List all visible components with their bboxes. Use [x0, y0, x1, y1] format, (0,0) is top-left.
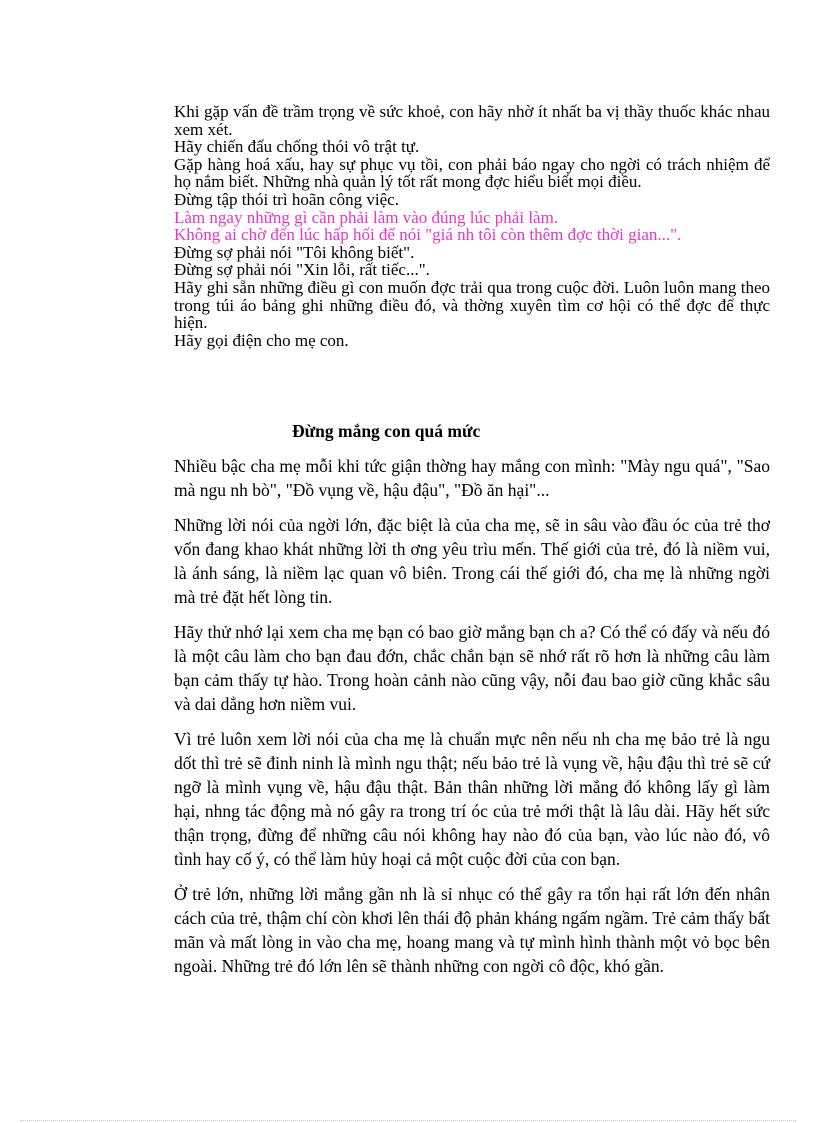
section-body — [174, 454, 770, 989]
paragraph-intro: Nhiều bậc cha mẹ mỗi khi tức giận thờng hay mắng con mình: "Mày ngu quá", "Sao mà ngu nh bò", "Đồ vụng về, hậu đậu", "Đồ ăn hại"... — [174, 456, 770, 500]
advice-line-life-list: Hãy ghi sẵn những điều gì con muốn đợc trải qua trong cuộc đời. Luôn luôn mang theo trong túi áo bảng ghi những điều đó, và thờng xuyên tìm cơ hội có thể đợc để thực hiện. — [174, 277, 770, 333]
advice-line-report-bad-service: Gặp hàng hoá xấu, hay sự phục vụ tồi, con phải báo ngay cho ngời có trách nhiệm để họ nắm biết. Những nhà quản lý tốt rất mong đợc hiểu biết mọi điều. — [174, 154, 770, 192]
section-title: Đừng mắng con quá mức — [292, 421, 481, 441]
advice-line-doctors: Khi gặp vấn đề trầm trọng về sức khoẻ, con hãy nhờ ít nhất ba vị thầy thuốc khác nhau xem xét. — [174, 102, 770, 139]
paragraph-child-world: Những lời nói của ngời lớn, đặc biệt là của cha mẹ, sẽ in sâu vào đầu óc của trẻ thơ vốn đang khao khát những lời th ơng yêu trìu mến. Thế giới của trẻ, đó là niềm vui, là ánh sáng, là niềm lạc quan vô biên. Trong cái thế giới đó, cha mẹ là những ngời mà trẻ đặt hết lòng tin. — [174, 515, 770, 607]
advice-line-no-regret: Không ai chờ đến lúc hấp hối để nói "giá nh tôi còn thêm đợc thời gian...". — [174, 225, 682, 245]
advice-list — [174, 103, 770, 349]
page-bottom-divider — [20, 1120, 796, 1121]
advice-line-disorder: Hãy chiến đấu chống thói vô trật tự. — [174, 137, 420, 157]
paragraph-standard: Vì trẻ luôn xem lời nói của cha mẹ là chuẩn mực nên nếu nh cha mẹ bảo trẻ là ngu dốt thì trẻ sẽ đinh ninh là mình ngu thật; nếu bảo trẻ là vụng về, hậu đậu thì trẻ sẽ cứ ngỡ là mình vụng về, hậu đậu thật. Bản thân những lời mắng đó không lấy gì làm hại, nhng tác động mà nó gây ra trong trí óc của trẻ mới thật là lâu dài. Hãy hết sức thận trọng, đừng để những câu nói không hay nào đó của bạn, vào lúc nào đó, vô tình hay cố ý, có thể làm hủy hoại cả một cuộc đời của con bạn. — [174, 729, 770, 869]
advice-line-dont-know: Đừng sợ phải nói "Tôi không biết". — [174, 242, 415, 262]
paragraph-older-children: Ở trẻ lớn, những lời mắng gần nh là sỉ nhục có thể gây ra tổn hại rất lớn đến nhân cách của trẻ, thậm chí còn khơi lên thái độ phản kháng ngấm ngầm. Trẻ cảm thấy bất mãn và mất lòng in vào cha mẹ, hoang mang và tự mình hình thành một vỏ bọc bên ngoài. Những trẻ đó lớn lên sẽ thành những con ngời cô độc, khó gần. — [174, 884, 770, 976]
advice-line-procrastination: Đừng tập thói trì hoãn công việc. — [174, 189, 399, 209]
advice-line-sorry: Đừng sợ phải nói "Xin lỗi, rất tiếc...". — [174, 260, 430, 280]
advice-line-act-now: Làm ngay những gì cần phải làm vào đúng lúc phải làm. — [174, 207, 559, 227]
paragraph-remember: Hãy thử nhớ lại xem cha mẹ bạn có bao giờ mắng bạn ch a? Có thể có đấy và nếu đó là một câu làm cho bạn đau đớn, chắc chắn bạn sẽ nhớ rất rõ hơn là những câu làm bạn cảm thấy tự hào. Trong hoàn cảnh nào cũng vậy, nỗi đau bao giờ cũng khắc sâu và dai dẳng hơn niềm vui. — [174, 622, 770, 714]
advice-line-call-mother: Hãy gọi điện cho mẹ con. — [174, 330, 349, 350]
